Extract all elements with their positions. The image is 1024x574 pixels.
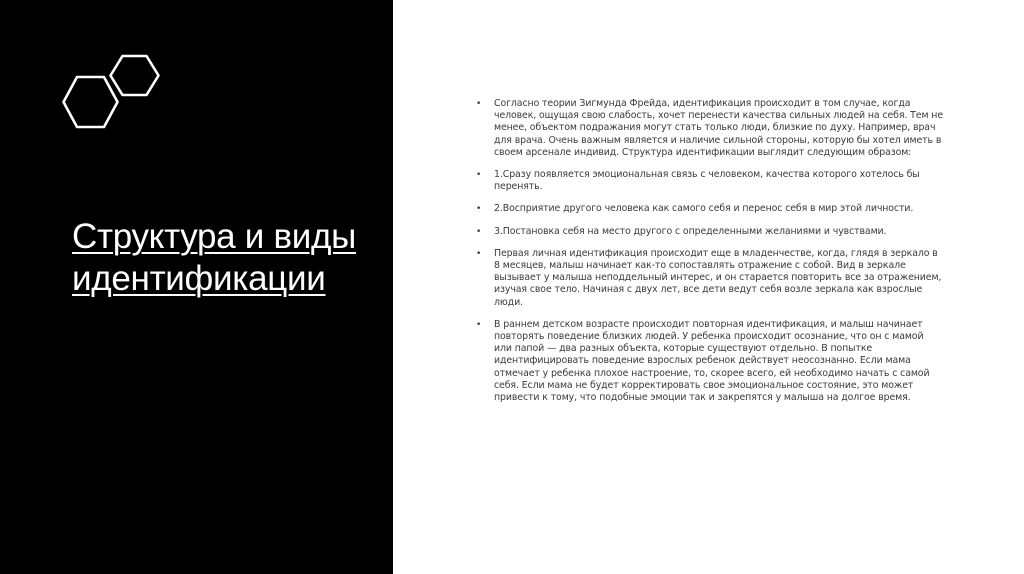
bullet-item	[474, 203, 944, 215]
left-title-panel	[0, 0, 393, 574]
bullet-item	[474, 248, 944, 309]
small-hexagon-icon	[111, 56, 159, 95]
bullet-list	[474, 98, 944, 404]
bullet-text: 1.Сразу появляется эмоциональная связь с человеком, качества которого хотелось бы перенять.	[494, 169, 920, 193]
two-hexagons-outline-icon	[60, 54, 164, 130]
bullet-text: 2.Восприятие другого человека как самого себя и перенос себя в мир этой личности.	[494, 203, 914, 215]
bullet-icon: •	[476, 319, 482, 330]
bullet-item	[474, 98, 944, 159]
bullet-text: Согласно теории Зигмунда Фрейда, идентификация происходит в том случае, когда человек, ощущая свою слабость, хочет перенести качества сильных людей на себя. Тем не менее, объектом подражания могут стать только люди, близкие по духу. Например, врач для врача. Очень важным является и наличие сильной стороны, которую бы хотел иметь в своем арсенале индивид. Структура идентификации выглядит следующим образом:	[494, 98, 944, 158]
bullet-text: 3.Постановка себя на место другого с определенными желаниями и чувствами.	[494, 225, 887, 237]
bullet-item	[474, 226, 944, 238]
slide-title: Структура и виды идентификации	[72, 217, 356, 298]
bullet-icon: •	[476, 99, 482, 109]
bullet-text: В раннем детском возрасте происходит повторная идентификация, и малыш начинает повторять поведение близких людей. У ребенка происходит осознание, что он с мамой или папой — два разных объекта, которые существуют отдельно. В попытке идентифицировать поведение взрослых ребенок действует неосознанно. Если мама отмечает у ребенка плохое настроение, то, скорее всего, ей необходимо начать с самой себя. Если мама не будет корректировать свое эмоциональное состояние, это может привести к тому, что подобные эмоции так и закрепятся у малыша на долгое время.	[494, 318, 930, 404]
bullet-icon: •	[476, 170, 482, 181]
bullet-icon: •	[476, 226, 482, 237]
bullet-item	[474, 319, 944, 404]
bullet-icon: •	[476, 248, 482, 259]
bullet-item	[474, 169, 944, 193]
content-panel	[474, 98, 944, 414]
bullet-icon: •	[476, 204, 482, 215]
bullet-text: Первая личная идентификация происходит еще в младенчестве, когда, глядя в зеркало в 8 месяцев, малыш начинает как-то сопоставлять отражение с собой. Вид в зеркале вызывает у малыша неподдельный интерес, и он старается повторить все за отражением, изучая свое тело. Начиная с двух лет, все дети ведут себя возле зеркала как взрослые люди.	[494, 247, 942, 308]
large-hexagon-icon	[64, 77, 118, 127]
